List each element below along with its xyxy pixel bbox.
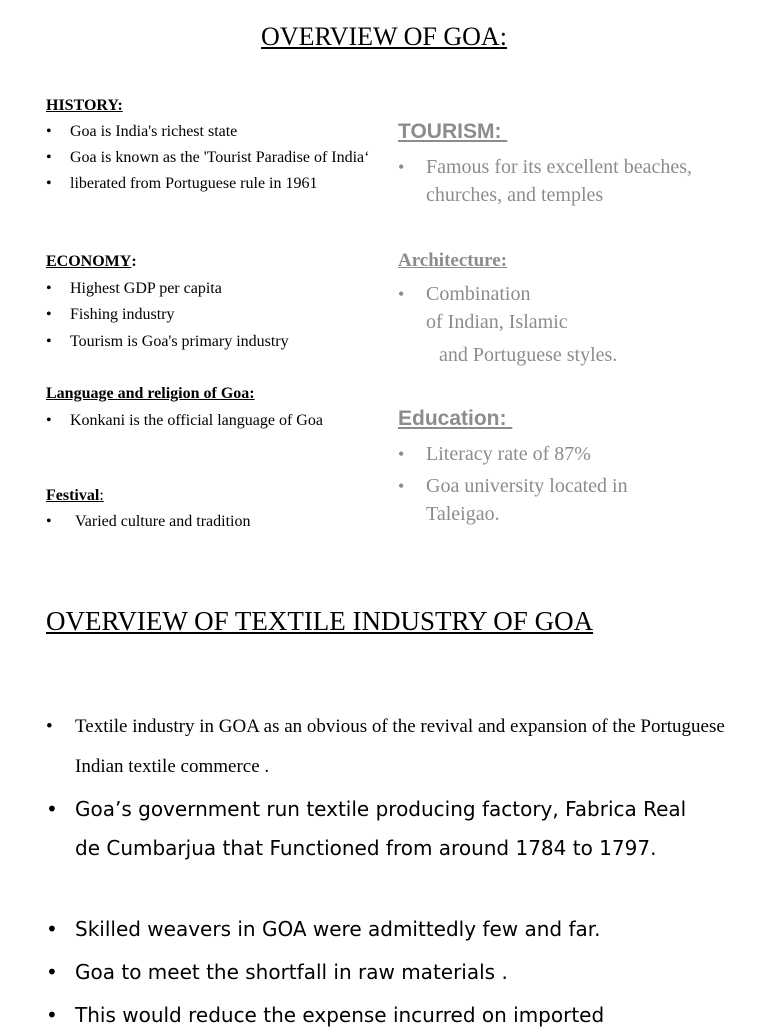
bullet-icon: • [46, 280, 52, 297]
bullet-icon: • [46, 123, 52, 140]
bullet-icon: • [398, 444, 405, 464]
list-item: • Goa is India's richest state [46, 121, 376, 143]
bullet-icon: • [46, 917, 58, 941]
list-item: • Goa to meet the shortfall in raw materials . [46, 953, 765, 992]
bullet-icon: • [398, 284, 405, 304]
history-list [46, 121, 376, 195]
page-title [0, 22, 768, 52]
list-item: • Tourism is Goa's primary industry [46, 331, 376, 353]
list-item: • Combination of Indian, Islamic and Portuguese styles. [398, 280, 746, 369]
list-item: • Literacy rate of 87% [398, 440, 746, 468]
bullet-icon: • [46, 716, 53, 737]
bullet-icon: • [46, 175, 52, 192]
history-heading: HISTORY: [46, 97, 123, 114]
bullet-icon: • [46, 149, 52, 166]
bullet-icon: • [398, 157, 405, 177]
list-item: • This would reduce the expense incurred on imported [46, 996, 765, 1035]
list-item: • Goa university located in Taleigao. [398, 472, 666, 528]
bullet-icon: • [46, 960, 58, 984]
list-item: • Skilled weavers in GOA were admittedly few and far. [46, 910, 765, 949]
festival-list [46, 511, 376, 533]
list-item: • Goa’s government run textile producing factory, Fabrica Real de Cumbarjua that Functioned from around 1784 to 1797. [46, 790, 695, 868]
bullet-icon: • [46, 333, 52, 350]
language-heading: Language and religion of Goa: [46, 385, 255, 402]
bullet-icon: • [46, 513, 52, 530]
economy-section [46, 252, 376, 353]
list-item: • Famous for its excellent beaches, churches, and temples [398, 153, 736, 209]
education-heading: Education: [398, 407, 513, 430]
architecture-heading: Architecture: [398, 250, 508, 271]
list-item: • Konkani is the official language of Goa [46, 410, 360, 432]
festival-section [46, 486, 376, 533]
language-list [46, 410, 376, 432]
list-item: • Goa is known as the 'Tourist Paradise of India‘ [46, 147, 370, 169]
tourism-heading: TOURISM: [398, 120, 508, 143]
history-section [46, 96, 376, 195]
textile-title: OVERVIEW OF TEXTILE INDUSTRY OF GOA [46, 606, 594, 636]
economy-heading: ECONOMY: [46, 253, 137, 270]
festival-heading: Festival: [46, 487, 104, 504]
list-item: • Textile industry in GOA as an obvious of the revival and expansion of the Portuguese Indian textile commerce . [46, 707, 740, 787]
list-item: • Highest GDP per capita [46, 278, 376, 300]
language-section [46, 384, 376, 432]
bullet-icon: • [398, 476, 405, 496]
bullet-icon: • [46, 797, 58, 821]
bullet-icon: • [46, 306, 52, 323]
bullet-icon: • [46, 1003, 58, 1027]
page-title-text: OVERVIEW OF GOA [261, 22, 500, 51]
list-item: • Fishing industry [46, 304, 376, 326]
page-title-colon: : [499, 22, 507, 51]
bullet-icon: • [46, 412, 52, 429]
list-item: • Varied culture and tradition [46, 511, 376, 533]
list-item: • liberated from Portuguese rule in 1961 [46, 173, 376, 195]
economy-list [46, 278, 376, 353]
